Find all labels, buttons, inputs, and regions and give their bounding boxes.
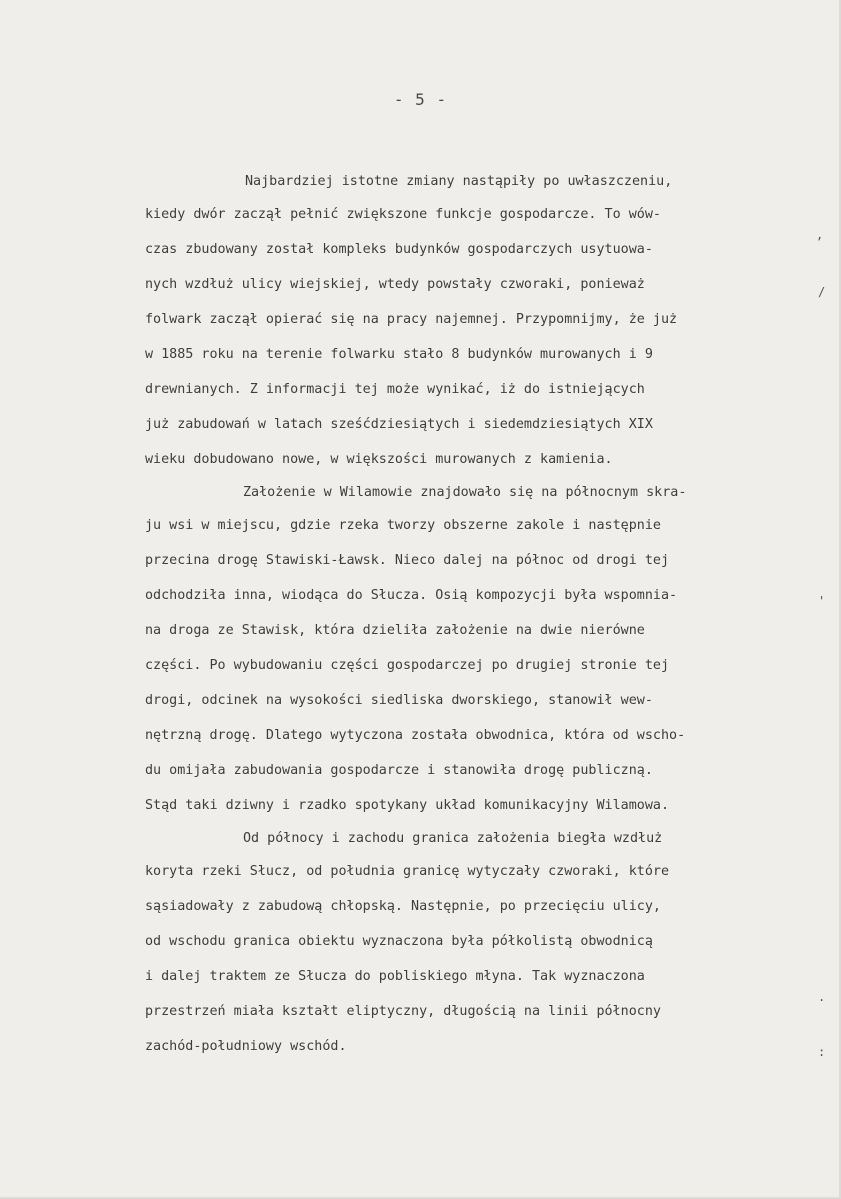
text-line: Założenie w Wilamowie znajdowało się na północnym skra- xyxy=(243,485,687,500)
margin-speck: . xyxy=(818,990,826,1004)
text-line: przestrzeń miała kształt eliptyczny, długością na linii północny xyxy=(145,1004,661,1019)
margin-speck: / xyxy=(818,285,826,299)
text-line: nych wzdłuż ulicy wiejskiej, wtedy powstały czworaki, ponieważ xyxy=(145,277,645,292)
text-line: odchodziła inna, wiodąca do Słucza. Osią kompozycji była wspomnia- xyxy=(145,588,678,603)
text-line: części. Po wybudowaniu części gospodarczej po drugiej stronie tej xyxy=(145,658,670,673)
text-line: przecina drogę Stawiski-Ławsk. Nieco dalej na północ od drogi tej xyxy=(145,553,670,568)
text-line: ju wsi w miejscu, gdzie rzeka tworzy obszerne zakole i następnie xyxy=(145,518,661,533)
margin-speck: ' xyxy=(818,594,826,608)
text-line: od wschodu granica obiektu wyznaczona była półkolistą obwodnicą xyxy=(145,934,653,949)
text-line: zachód-południowy wschód. xyxy=(145,1039,347,1054)
text-line: w 1885 roku na terenie folwarku stało 8 budynków murowanych i 9 xyxy=(145,347,653,362)
text-line: drewnianych. Z informacji tej może wynikać, iż do istniejących xyxy=(145,382,645,397)
text-line: na droga ze Stawisk, która dzieliła założenie na dwie nierówne xyxy=(145,623,645,638)
text-line: koryta rzeki Słucz, od południa granicę wytyczały czworaki, które xyxy=(145,864,670,879)
text-line: Od północy i zachodu granica założenia biegła wzdłuż xyxy=(243,831,663,846)
margin-speck: , xyxy=(816,228,824,242)
margin-speck: : xyxy=(818,1045,826,1059)
text-line: du omijała zabudowania gospodarcze i stanowiła drogę publiczną. xyxy=(145,763,653,778)
text-line: Najbardziej istotne zmiany nastąpiły po uwłaszczeniu, xyxy=(245,174,673,189)
text-line: już zabudowań w latach sześćdziesiątych i siedemdziesiątych XIX xyxy=(145,417,653,432)
page-number: - 5 - xyxy=(393,90,448,109)
text-line: wieku dobudowano nowe, w większości murowanych z kamienia. xyxy=(145,452,613,467)
text-line: drogi, odcinek na wysokości siedliska dworskiego, stanowił wew- xyxy=(145,693,653,708)
text-line: Stąd taki dziwny i rzadko spotykany układ komunikacyjny Wilamowa. xyxy=(145,798,670,813)
text-line: i dalej traktem ze Słucza do pobliskiego młyna. Tak wyznaczona xyxy=(145,969,645,984)
text-line: nętrzną drogę. Dlatego wytyczona została obwodnica, która od wscho- xyxy=(145,728,686,743)
text-line: czas zbudowany został kompleks budynków gospodarczych usytuowa- xyxy=(145,242,653,257)
text-line: folwark zaczął opierać się na pracy najemnej. Przypomnijmy, że już xyxy=(145,312,678,327)
text-line: sąsiadowały z zabudową chłopską. Następnie, po przecięciu ulicy, xyxy=(145,899,661,914)
text-line: kiedy dwór zaczął pełnić zwiększone funkcje gospodarcze. To wów- xyxy=(145,207,661,222)
